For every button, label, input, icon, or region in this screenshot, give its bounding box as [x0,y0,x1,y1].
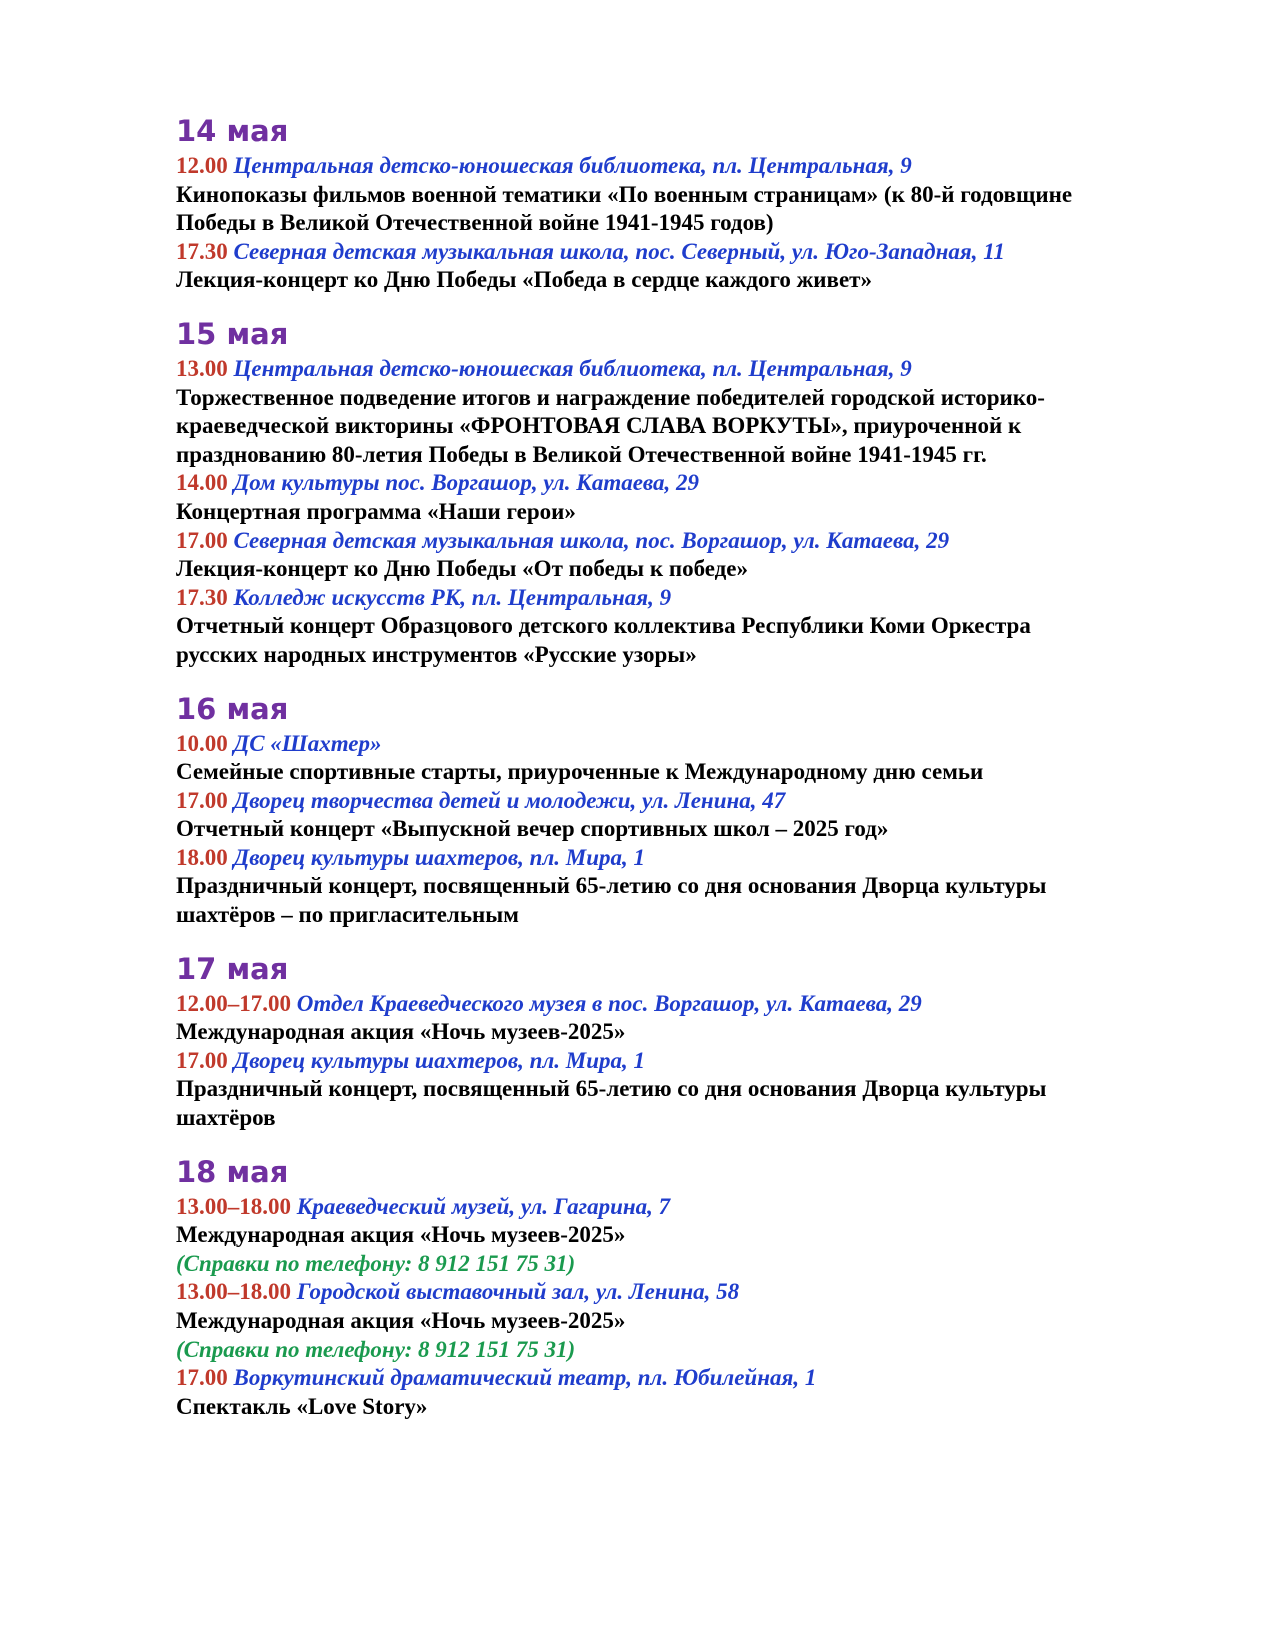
event-place: Центральная детско-юношеская библиотека, пл. Центральная, 9 [233,153,912,178]
event-place: Дворец творчества детей и молодежи, ул. Ленина, 47 [233,787,786,813]
event-time-place [176,1047,1176,1076]
schedule-page [176,112,1176,1441]
event-description: Праздничный концерт, посвященный 65-летию со дня основания Дворца культуры [176,1076,1047,1102]
event-time: 10.00 [176,730,228,756]
event-time-place [176,844,1176,873]
day-section [176,1153,1176,1422]
event-description: Спектакль «Love Story» [176,1393,428,1419]
event-description: русских народных инструментов «Русские узоры» [176,641,697,667]
event-time-place [176,730,1176,759]
event-place: Городской выставочный зал, ул. Ленина, 58 [296,1279,740,1305]
day-heading: 16 мая [176,691,289,726]
day-section [176,315,1176,670]
event-item [176,238,1176,295]
event-time: 13.00 [176,355,228,381]
event-time-place [176,238,1176,267]
event-description: Международная акция «Ночь музеев-2025» [176,1019,626,1045]
day-heading: 18 мая [176,1154,289,1189]
event-place: Северная детская музыкальная школа, пос. Воргашор, ул. Катаева, 29 [233,527,950,553]
event-description: Лекция-концерт ко Дню Победы «Победа в сердце каждого живет» [176,267,872,293]
event-description: Отчетный концерт «Выпускной вечер спортивных школ – 2025 год» [176,816,889,842]
event-description: празднованию 80-летия Победы в Великой Отечественной войне 1941-1945 гг. [176,441,987,467]
event-time: 17.00 [176,1365,228,1391]
event-description: Семейные спортивные старты, приуроченные к Международному дню семьи [176,759,984,785]
event-item [176,355,1176,469]
event-description: Международная акция «Ночь музеев-2025» [176,1222,626,1248]
event-time: 12.00–17.00 [176,990,291,1016]
event-description: Отчетный концерт Образцового детского коллектива Республики Коми Оркестра [176,613,1031,639]
event-description: Праздничный концерт, посвященный 65-летию со дня основания Дворца культуры [176,873,1047,899]
event-time-place [176,1278,1176,1307]
event-place: ДС «Шахтер» [233,730,382,756]
event-description: Лекция-концерт ко Дню Победы «От победы к победе» [176,556,749,582]
event-item [176,1193,1176,1279]
event-place: Краеведческий музей, ул. Гагарина, 7 [296,1193,671,1219]
event-time: 17.30 [176,238,228,264]
event-time-place [176,469,1176,498]
event-time: 17.00 [176,787,228,813]
event-phone-note: (Справки по телефону: 8 912 151 75 31) [176,1336,576,1362]
event-place: Дворец культуры шахтеров, пл. Мира, 1 [233,844,645,870]
event-description: Международная акция «Ночь музеев-2025» [176,1308,626,1333]
event-place: Северная детская музыкальная школа, пос. Северный, ул. Юго-Западная, 11 [233,238,1005,264]
event-item [176,527,1176,584]
event-time: 17.00 [176,1047,228,1073]
event-time: 17.30 [176,584,228,610]
event-time-place [176,990,1176,1019]
event-item [176,730,1176,787]
event-place: Дом культуры пос. Воргашор, ул. Катаева, 29 [233,470,700,496]
event-time-place [176,1364,1176,1393]
event-time-place [176,152,1176,181]
event-place: Центральная детско-юношеская библиотека, пл. Центральная, 9 [233,355,912,381]
event-item [176,1047,1176,1133]
day-section [176,950,1176,1133]
day-section [176,690,1176,930]
event-time-place [176,527,1176,556]
event-time: 12.00 [176,153,228,178]
event-time-place [176,355,1176,384]
event-description: шахтёров [176,1105,276,1131]
event-item [176,1278,1176,1364]
event-time: 17.00 [176,527,228,553]
event-description: Концертная программа «Наши герои» [176,498,576,524]
event-item [176,844,1176,930]
event-description: шахтёров – по пригласительным [176,902,519,928]
event-item [176,990,1176,1047]
event-description: Торжественное подведение итогов и награждение победителей городской историко- [176,384,1045,410]
event-description: Победы в Великой Отечественной войне 1941-1945 годов) [176,210,774,236]
event-item [176,152,1176,238]
event-phone-note: (Справки по телефону: 8 912 151 75 31) [176,1250,576,1276]
day-section [176,112,1176,295]
day-heading: 14 мая [176,114,289,148]
event-item [176,469,1176,526]
day-heading: 17 мая [176,951,289,986]
event-place: Колледж искусств РК, пл. Центральная, 9 [233,584,672,610]
event-time-place [176,584,1176,613]
event-item [176,787,1176,844]
event-time: 14.00 [176,470,228,496]
event-description: краеведческой викторины «ФРОНТОВАЯ СЛАВА ВОРКУТЫ», приуроченной к [176,413,1022,439]
event-time: 13.00–18.00 [176,1279,291,1305]
event-time-place [176,787,1176,816]
event-item [176,1364,1176,1421]
event-place: Отдел Краеведческого музея в пос. Воргашор, ул. Катаева, 29 [296,990,922,1016]
event-place: Воркутинский драматический театр, пл. Юбилейная, 1 [233,1365,817,1391]
event-time: 18.00 [176,844,228,870]
day-heading: 15 мая [176,316,289,351]
event-time-place [176,1193,1176,1222]
event-time: 13.00–18.00 [176,1193,291,1219]
event-description: Кинопоказы фильмов военной тематики «По военным страницам» (к 80-й годовщине [176,181,1073,207]
event-item [176,584,1176,670]
event-place: Дворец культуры шахтеров, пл. Мира, 1 [233,1047,645,1073]
